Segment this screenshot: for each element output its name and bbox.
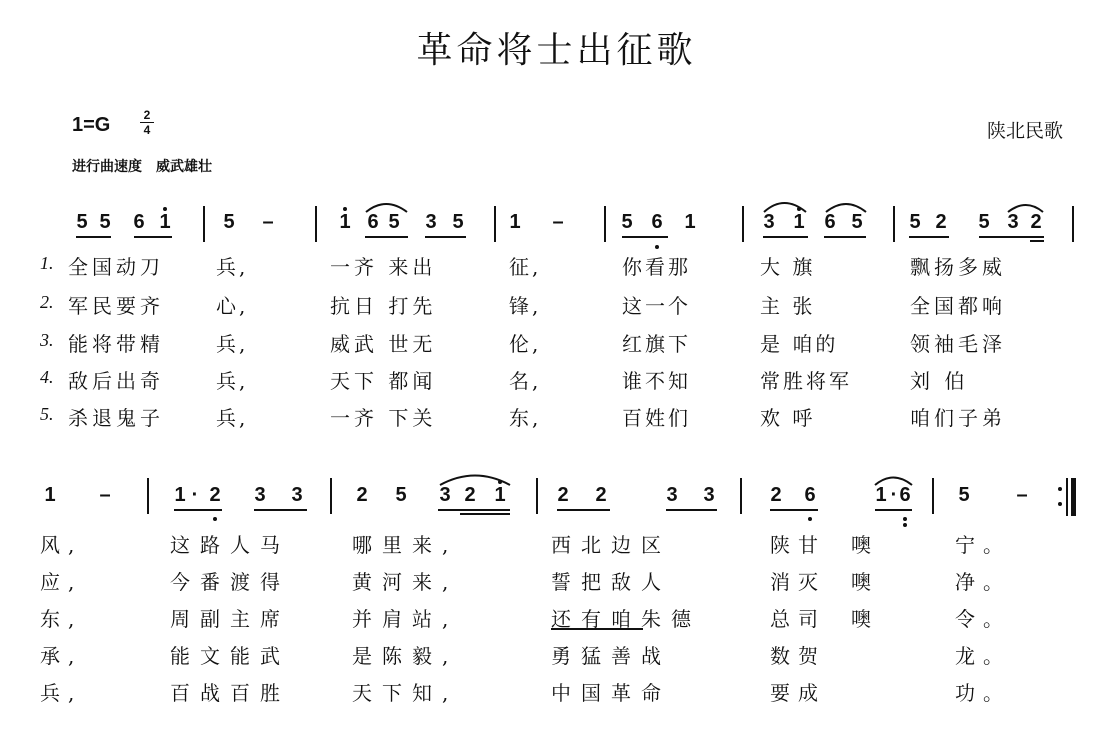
lyric-text: 这路人马 xyxy=(170,533,290,557)
verse-number: 5. xyxy=(40,404,54,424)
lyric-text: 是陈毅, xyxy=(352,644,459,668)
slur xyxy=(764,203,806,212)
jianpu-note: 3 xyxy=(763,211,775,233)
jianpu-note: – xyxy=(99,484,111,506)
lyric-text: 兵, xyxy=(216,406,249,430)
lyric-text: 龙。 xyxy=(955,644,1011,668)
jianpu-note: 5 xyxy=(909,211,921,233)
song-source: 陕北民歌 xyxy=(987,120,1064,142)
jianpu-note: 6 xyxy=(651,211,663,233)
jianpu-note: 2 xyxy=(464,484,476,506)
lyric-text: 天下 都闻 xyxy=(330,369,437,393)
lyric-text: 百姓们 xyxy=(622,406,691,430)
verse-number: 3. xyxy=(40,330,54,350)
jianpu-note: 5 xyxy=(99,211,111,233)
lyric-text: 天下知, xyxy=(352,681,459,705)
verse-number: 4. xyxy=(40,367,54,387)
jianpu-note: – xyxy=(1016,484,1028,506)
lyric-text: 风, xyxy=(40,533,83,557)
jianpu-note: – xyxy=(262,211,274,233)
jianpu-note: 3 xyxy=(291,484,303,506)
lyric-text: 全国动刀 xyxy=(68,255,164,279)
jianpu-note: 1 xyxy=(44,484,56,506)
jianpu-note: 6 xyxy=(824,211,836,233)
lyric-text: 噢 xyxy=(851,570,879,594)
lyric-text: 敌后出奇 xyxy=(68,369,164,393)
lyric-text: 大 旗 xyxy=(760,255,816,279)
jianpu-note: 3 xyxy=(254,484,266,506)
jianpu-note: 6 xyxy=(133,211,145,233)
lyric-text: 全国都响 xyxy=(910,294,1006,318)
jianpu-note: 5 xyxy=(958,484,970,506)
lyric-text: 噢 xyxy=(851,607,879,631)
lyric-text: 领袖毛泽 xyxy=(910,332,1006,356)
lyric-text: 常胜将军 xyxy=(760,369,852,393)
lyric-text: 兵, xyxy=(216,369,249,393)
jianpu-note: 5 xyxy=(978,211,990,233)
lyric-text: 消灭 xyxy=(770,570,826,594)
lyric-text: 征, xyxy=(509,255,542,279)
lyric-text: 功。 xyxy=(955,681,1011,705)
jianpu-note: 2 xyxy=(770,484,782,506)
jianpu-note: – xyxy=(552,211,564,233)
jianpu-note: 5 xyxy=(76,211,88,233)
slur xyxy=(826,204,866,212)
lyric-text: 应, xyxy=(40,570,83,594)
jianpu-note: 1 xyxy=(339,211,351,233)
lyric-text: 誓把敌人 xyxy=(551,570,671,594)
jianpu-note: 6 xyxy=(899,484,911,506)
lyric-text: 欢 呼 xyxy=(760,406,816,430)
jianpu-note: 1 xyxy=(494,484,506,506)
lyric-text: 伦, xyxy=(509,332,542,356)
jianpu-note: 3 xyxy=(439,484,451,506)
jianpu-note: 2 xyxy=(1030,211,1042,233)
lyric-text: 东, xyxy=(509,406,542,430)
slur xyxy=(440,476,510,486)
lyric-text: 承, xyxy=(40,644,83,668)
lyric-text: 兵, xyxy=(216,332,249,356)
lyric-text: 军民要齐 xyxy=(68,294,164,318)
lyric-text: 哪里来, xyxy=(352,533,459,557)
lyric-text: 净。 xyxy=(955,570,1011,594)
lyric-text: 令。 xyxy=(955,607,1011,631)
lyric-text: 谁不知 xyxy=(622,369,691,393)
lyric-text: 心, xyxy=(216,294,249,318)
lyric-text: 还有咱朱德 xyxy=(551,607,701,631)
lyric-text: 陕甘 xyxy=(770,533,826,557)
lyric-text: 是 咱的 xyxy=(760,332,839,356)
jianpu-note: 1 xyxy=(509,211,521,233)
lyric-text: 东, xyxy=(40,607,83,631)
lyric-text: 今番渡得 xyxy=(170,570,290,594)
verse-number: 2. xyxy=(40,292,54,312)
lyric-text: 中国革命 xyxy=(551,681,671,705)
slur xyxy=(366,204,407,212)
lyric-text: 刘 伯 xyxy=(910,369,969,393)
jianpu-note: 1 xyxy=(793,211,805,233)
jianpu-note: 2 xyxy=(557,484,569,506)
lyric-text: 噢 xyxy=(851,533,879,557)
lyric-text: 飘扬多威 xyxy=(910,255,1006,279)
lyric-text: 这一个 xyxy=(622,294,691,318)
lyric-text: 要成 xyxy=(770,681,826,705)
jianpu-note: 6 xyxy=(804,484,816,506)
lyric-text: 红旗下 xyxy=(622,332,691,356)
lyric-text: 能文能武 xyxy=(170,644,290,668)
jianpu-note: 6 xyxy=(367,211,379,233)
lyric-text: 周副主席 xyxy=(170,607,290,631)
jianpu-note: 2 xyxy=(595,484,607,506)
lyric-text: 并肩站, xyxy=(352,607,459,631)
lyric-text: 黄河来, xyxy=(352,570,459,594)
lyric-text: 宁。 xyxy=(955,533,1011,557)
lyric-text: 勇猛善战 xyxy=(551,644,671,668)
verse-number: 1. xyxy=(40,253,54,273)
jianpu-note: 5 xyxy=(388,211,400,233)
lyric-text: 锋, xyxy=(509,294,542,318)
lyric-text: 一齐 来出 xyxy=(330,255,437,279)
slur xyxy=(875,478,912,486)
jianpu-note: 3 xyxy=(425,211,437,233)
jianpu-note: 3 xyxy=(666,484,678,506)
jianpu-note: 2 xyxy=(356,484,368,506)
jianpu-note: 5 xyxy=(851,211,863,233)
lyric-text: 一齐 下关 xyxy=(330,406,437,430)
jianpu-note: 5 xyxy=(452,211,464,233)
page-title: 革命将士出征歌 xyxy=(416,30,697,71)
lyric-text: 杀退鬼子 xyxy=(68,406,164,430)
jianpu-note: 1 xyxy=(174,484,186,506)
jianpu-note: 3 xyxy=(703,484,715,506)
time-upper: 2 xyxy=(143,108,151,122)
slur xyxy=(1008,205,1043,212)
jianpu-note: 2 xyxy=(935,211,947,233)
key-signature: 1=G xyxy=(72,114,111,136)
jianpu-note: 1 xyxy=(875,484,887,506)
lyric-text: 你看那 xyxy=(622,255,691,279)
lyric-text: 数贺 xyxy=(770,644,826,668)
lyric-text: 兵, xyxy=(40,681,83,705)
jianpu-note: 3 xyxy=(1007,211,1019,233)
lyric-text: 西北边区 xyxy=(551,533,671,557)
jianpu-note: 5 xyxy=(621,211,633,233)
lyric-text: 威武 世无 xyxy=(330,332,437,356)
jianpu-note: 1 xyxy=(159,211,171,233)
lyric-text: 总司 xyxy=(770,607,826,631)
tempo-marking: 进行曲速度 威武雄壮 xyxy=(72,159,212,175)
lyric-text: 抗日 打先 xyxy=(330,294,437,318)
lyric-text: 兵, xyxy=(216,255,249,279)
augmentation-dot: · xyxy=(890,484,898,506)
jianpu-note: 2 xyxy=(209,484,221,506)
lyric-text: 名, xyxy=(509,369,542,393)
lyric-text: 百战百胜 xyxy=(170,681,290,705)
jianpu-note: 5 xyxy=(395,484,407,506)
lyric-text: 咱们子弟 xyxy=(910,406,1006,430)
lyric-text: 主 张 xyxy=(760,294,816,318)
jianpu-note: 5 xyxy=(223,211,235,233)
lyric-text: 能将带精 xyxy=(68,332,164,356)
time-lower: 4 xyxy=(143,123,151,137)
augmentation-dot: · xyxy=(191,484,199,506)
jianpu-note: 1 xyxy=(684,211,696,233)
